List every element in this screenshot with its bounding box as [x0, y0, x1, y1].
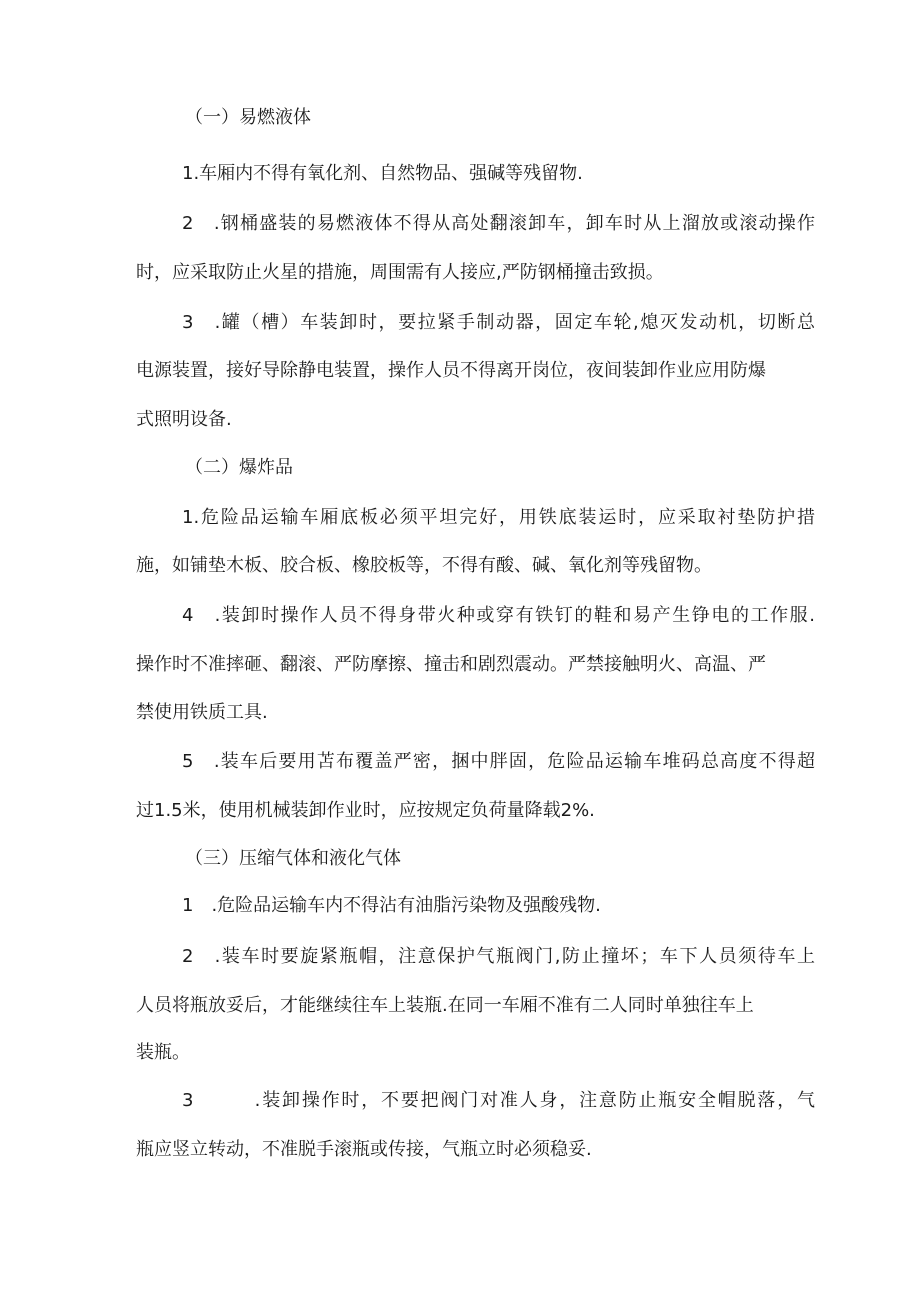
paragraph-line: 操作时不准摔砸、翻滚、严防摩擦、撞击和剧烈震动。严禁接触明火、高温、严 [136, 654, 766, 675]
section-heading: （二）爆炸品 [185, 457, 293, 478]
paragraph-line: 1 .危险品运输车内不得沾有油脂污染物及强酸残物. [182, 895, 601, 916]
paragraph-line: 施，如铺垫木板、胶合板、橡胶板等，不得有酸、碱、氧化剂等残留物。 [136, 555, 712, 576]
paragraph-line: 瓶应竖立转动，不准脱手滚瓶或传接，气瓶立时必须稳妥. [136, 1139, 592, 1160]
paragraph-line: 1.危险品运输车厢底板必须平坦完好，用铁底装运时，应采取衬垫防护措 [182, 507, 815, 528]
paragraph-line: 电源装置，接好导除静电装置，操作人员不得离开岗位，夜间装卸作业应用防爆 [136, 360, 766, 381]
paragraph-line: 装瓶。 [136, 1042, 190, 1063]
paragraph-line: 禁使用铁质工具. [136, 702, 268, 723]
paragraph-line: 式照明设备. [136, 409, 232, 430]
paragraph-line: 时，应采取防止火星的措施，周围需有人接应,严防钢桶撞击致损。 [136, 262, 664, 283]
paragraph-line: 过1.5米，使用机械装卸作业时，应按规定负荷量降载2%. [136, 800, 595, 821]
paragraph-line: 5 .装车后要用苫布覆盖严密，捆中胖固，危险品运输车堆码总高度不得超 [182, 751, 815, 772]
paragraph-line: 3 .罐（槽）车装卸时，要拉紧手制动器，固定车轮,熄灭发动机，切断总 [182, 312, 815, 333]
section-heading: （一）易燃液体 [185, 107, 311, 128]
paragraph-line: 3 .装卸操作时，不要把阀门对准人身，注意防止瓶安全帽脱落，气 [182, 1090, 815, 1111]
paragraph-line: 人员将瓶放妥后，才能继续往车上装瓶.在同一车厢不准有二人同时单独往车上 [136, 995, 754, 1016]
section-heading: （三）压缩气体和液化气体 [185, 848, 401, 869]
paragraph-line: 2 .装车时要旋紧瓶帽，注意保护气瓶阀门,防止撞坏；车下人员须待车上 [182, 946, 815, 967]
paragraph-line: 2 .钢桶盛装的易燃液体不得从高处翻滚卸车，卸车时从上溜放或滚动操作 [182, 213, 815, 234]
paragraph-line: 1.车厢内不得有氧化剂、自然物品、强碱等残留物. [182, 163, 583, 184]
paragraph-line: 4 .装卸时操作人员不得身带火种或穿有铁钉的鞋和易产生铮电的工作服. [182, 605, 815, 626]
